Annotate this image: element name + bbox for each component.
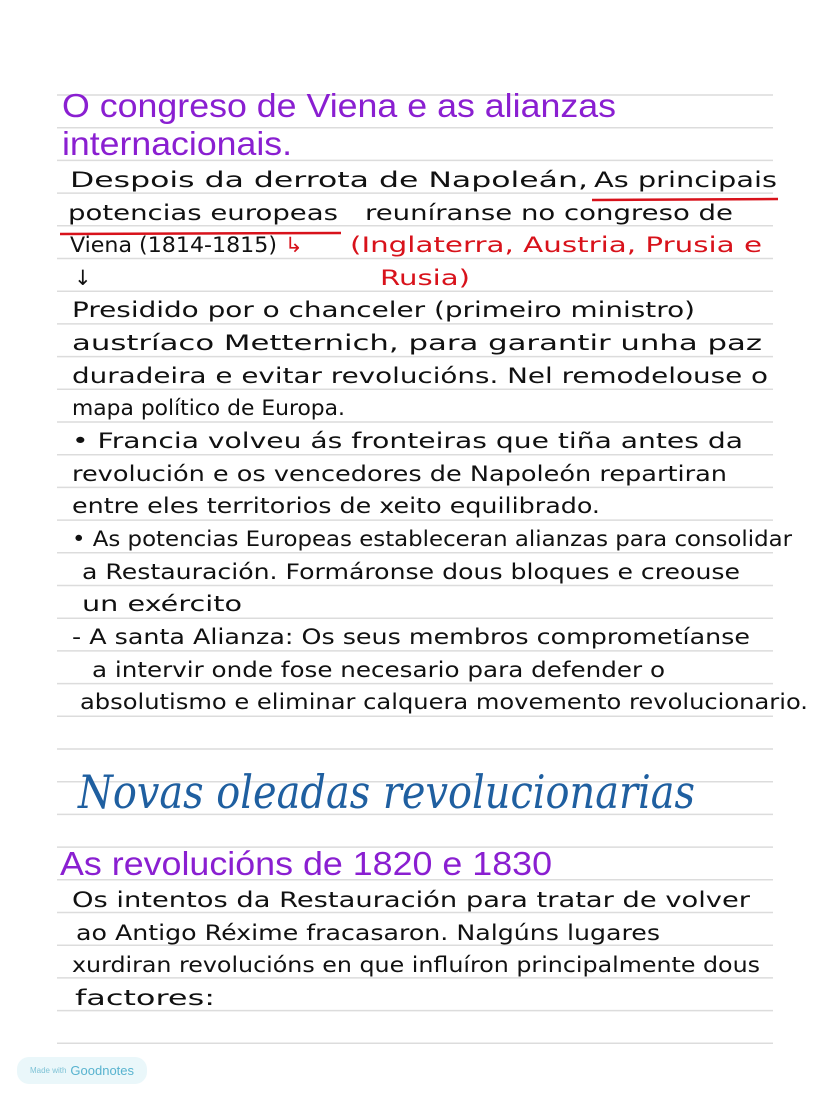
note-line: factores:: [75, 986, 215, 1010]
section-title-cont: internacionais.: [62, 125, 292, 162]
note-line: Presidido por o chanceler (primeiro ministro): [72, 298, 695, 322]
note-line: mapa político de Europa.: [72, 396, 345, 420]
section-title: O congreso de Viena e as alianzas: [62, 87, 616, 124]
dash-line: - A santa Alianza: Os seus membros comprometíanse: [72, 625, 750, 649]
annotation-line: (Inglaterra, Austria, Prusia e: [350, 233, 762, 257]
note-line: a intervir onde fose necesario para defender o: [92, 658, 665, 682]
note-line: revolución e os vencedores de Napoleón repartiran: [72, 462, 727, 486]
annotation-line: Rusia): [380, 266, 470, 290]
script-heading: Novas oleadas revolucionarias: [77, 765, 696, 819]
note-line: a Restauración. Formáronse dous bloques e creouse: [82, 560, 740, 584]
bullet-line: • As potencias Europeas estableceran alianzas para consolidar: [72, 527, 793, 551]
made-with-goodnotes-badge: [17, 1057, 147, 1084]
note-line: Despois da derrota de Napoleán,: [70, 168, 588, 192]
down-arrow-icon: ↓: [74, 266, 92, 290]
note-line: absolutismo e eliminar calquera movemento revolucionario.: [80, 690, 808, 714]
note-line-highlight: potencias europeas: [68, 201, 338, 225]
note-line: austríaco Metternich, para garantir unha paz: [72, 331, 762, 355]
note-line: ao Antigo Réxime fracasaron. Nalgúns lugares: [76, 921, 660, 945]
red-underline: [592, 199, 778, 200]
note-line: Os intentos da Restauración para tratar de volver: [72, 888, 751, 912]
note-line: entre eles territorios de xeito equilibrado.: [72, 494, 600, 518]
arrow-icon: ↳: [285, 233, 303, 257]
goodnotes-logo: Goodnotes: [70, 1063, 135, 1078]
section-subtitle: As revolucións de 1820 e 1830: [60, 845, 552, 882]
note-line: xurdiran revolucións en que influíron principalmente dous: [72, 953, 760, 977]
bullet-line: • Francia volveu ás fronteiras que tiña antes da: [72, 429, 743, 453]
note-line: duradeira e evitar revolucións. Nel remodelouse o: [72, 364, 768, 388]
note-line: Viena (1814-1815): [70, 233, 277, 257]
note-line-highlight: As principais: [594, 168, 777, 192]
note-line: reuníranse no congreso de: [365, 201, 733, 225]
note-line: un exército: [82, 592, 242, 616]
badge-prefix: Made with: [29, 1066, 67, 1075]
